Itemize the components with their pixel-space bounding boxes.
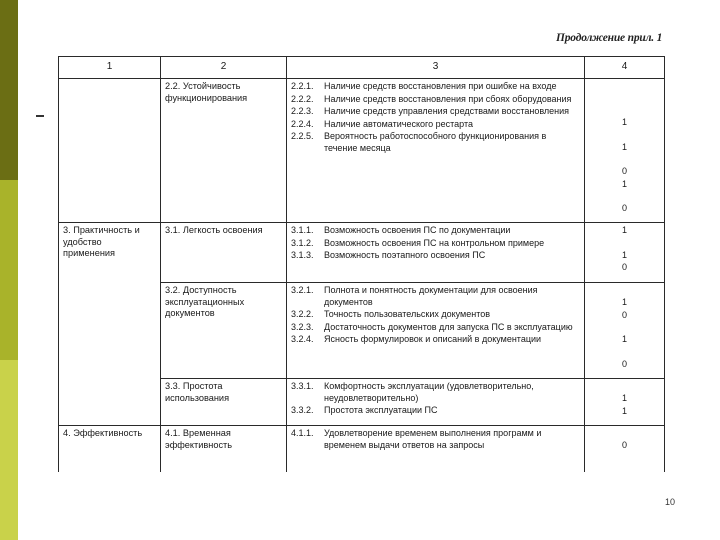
value-item: 0 bbox=[621, 309, 627, 320]
list-item bbox=[291, 428, 580, 451]
value-item: 1 bbox=[621, 405, 627, 416]
criterion-cell: 3. Практичность и удобство применения bbox=[59, 223, 161, 426]
value-item: 1 bbox=[621, 141, 627, 152]
list-item bbox=[291, 131, 580, 154]
sub-text: Наличие средств восстановления при сбоях оборудования bbox=[324, 93, 572, 104]
sub-text: Комфортность эксплуатации (удовлетворительно, неудовлетворительно) bbox=[324, 381, 534, 403]
table-header-row bbox=[59, 57, 665, 79]
list-item bbox=[291, 405, 580, 417]
sub-number: 3.1.3. bbox=[291, 250, 314, 260]
sub-number: 2.2.2. bbox=[291, 93, 314, 104]
sub-number: 3.1.2. bbox=[291, 237, 314, 248]
value-item: 1 bbox=[621, 225, 627, 235]
column-header: 1 bbox=[59, 57, 161, 79]
subcharacteristic-cell bbox=[287, 426, 585, 472]
list-item bbox=[291, 334, 580, 346]
value-item: 1 bbox=[621, 178, 627, 189]
sub-number: 3.2.3. bbox=[291, 321, 314, 332]
characteristic-cell bbox=[161, 283, 287, 379]
sub-text: Возможность поэтапного освоения ПС bbox=[324, 250, 486, 260]
list-item bbox=[291, 322, 580, 334]
value-item: 1 bbox=[621, 334, 627, 344]
value-item: 1 bbox=[621, 117, 627, 127]
sub-number: 2.2.5. bbox=[291, 131, 314, 141]
characteristic-cell bbox=[161, 223, 287, 283]
sub-number: 2.2.3. bbox=[291, 106, 314, 116]
sub-text: Достаточность документов для запуска ПС в эксплуатацию bbox=[324, 321, 573, 332]
value-item: 0 bbox=[621, 358, 627, 369]
value-item: 1 bbox=[621, 249, 627, 260]
side-bar-segment-middle bbox=[0, 180, 18, 360]
characteristic-label: 2.2. Устойчивость функционирования bbox=[165, 81, 248, 103]
value-item: 0 bbox=[621, 440, 627, 450]
list-item bbox=[291, 309, 580, 321]
value-item: 1 bbox=[621, 297, 627, 307]
subcharacteristic-cell bbox=[287, 79, 585, 223]
sub-number: 2.2.1. bbox=[291, 81, 314, 91]
sub-number: 4.1.1. bbox=[291, 428, 314, 438]
sub-number: 3.3.1. bbox=[291, 381, 314, 391]
bullet-dash bbox=[36, 115, 44, 117]
criterion-cell: 4. Эффективность bbox=[59, 426, 161, 472]
sub-number: 2.2.4. bbox=[291, 118, 314, 129]
characteristic-cell bbox=[161, 79, 287, 223]
list-item bbox=[291, 238, 580, 250]
page-number: 10 bbox=[665, 497, 676, 507]
value-cell bbox=[585, 223, 665, 283]
side-bar-segment-bottom bbox=[0, 360, 18, 540]
characteristic-label: 4.1. Временная эффективность bbox=[165, 428, 233, 450]
sub-text: Ясность формулировок и описаний в документации bbox=[324, 334, 542, 344]
value-item: 0 bbox=[621, 262, 627, 272]
value-item: 1 bbox=[621, 393, 627, 403]
sub-text: Возможность освоения ПС на контрольном примере bbox=[324, 237, 545, 248]
list-item bbox=[291, 119, 580, 131]
sub-text: Возможность освоения ПС по документации bbox=[324, 225, 511, 235]
sub-number: 3.2.2. bbox=[291, 309, 314, 319]
characteristic-cell bbox=[161, 379, 287, 426]
list-item bbox=[291, 106, 580, 118]
subcharacteristic-cell bbox=[287, 379, 585, 426]
characteristic-label: 3.2. Доступность эксплуатационных документов bbox=[165, 285, 245, 318]
sub-text: Вероятность работоспособного функционирования в течение месяца bbox=[324, 131, 547, 153]
subcharacteristic-cell bbox=[287, 283, 585, 379]
sub-text: Точность пользовательских документов bbox=[324, 309, 491, 319]
list-item bbox=[291, 381, 580, 404]
sub-text: Наличие автоматического рестарта bbox=[324, 118, 473, 129]
criterion-cell bbox=[59, 79, 161, 223]
characteristic-label: 3.1. Легкость освоения bbox=[165, 225, 263, 235]
subcharacteristic-cell bbox=[287, 223, 585, 283]
value-cell bbox=[585, 283, 665, 379]
table-row bbox=[59, 223, 665, 283]
column-header: 3 bbox=[287, 57, 585, 79]
column-header: 2 bbox=[161, 57, 287, 79]
value-cell bbox=[585, 79, 665, 223]
column-header: 4 bbox=[585, 57, 665, 79]
list-item bbox=[291, 250, 580, 262]
sub-number: 3.2.4. bbox=[291, 334, 314, 344]
list-item bbox=[291, 94, 580, 106]
sub-text: Удовлетворение временем выполнения программ и временем выдачи ответов на запросы bbox=[324, 428, 542, 450]
list-item bbox=[291, 81, 580, 93]
side-accent-bar bbox=[0, 0, 18, 540]
value-cell bbox=[585, 379, 665, 426]
characteristic-cell bbox=[161, 426, 287, 472]
list-item bbox=[291, 225, 580, 237]
sub-number: 3.2.1. bbox=[291, 285, 314, 295]
table-row bbox=[59, 79, 665, 223]
criteria-table bbox=[58, 56, 665, 472]
side-bar-segment-top bbox=[0, 0, 18, 180]
sub-number: 3.3.2. bbox=[291, 405, 314, 415]
characteristic-label: 3.3. Простота использования bbox=[165, 381, 230, 403]
value-cell bbox=[585, 426, 665, 472]
continuation-caption: Продолжение прил. 1 bbox=[556, 32, 663, 44]
sub-text: Простота эксплуатации ПС bbox=[324, 405, 438, 415]
sub-text: Наличие средств управления средствами восстановления bbox=[324, 106, 570, 116]
sub-text: Наличие средств восстановления при ошибке на входе bbox=[324, 81, 557, 91]
value-item: 0 bbox=[621, 203, 627, 213]
sub-number: 3.1.1. bbox=[291, 225, 314, 235]
list-item bbox=[291, 285, 580, 308]
value-item: 0 bbox=[621, 166, 627, 176]
sub-text: Полнота и понятность документации для освоения документов bbox=[324, 285, 538, 307]
table-row bbox=[59, 426, 665, 472]
